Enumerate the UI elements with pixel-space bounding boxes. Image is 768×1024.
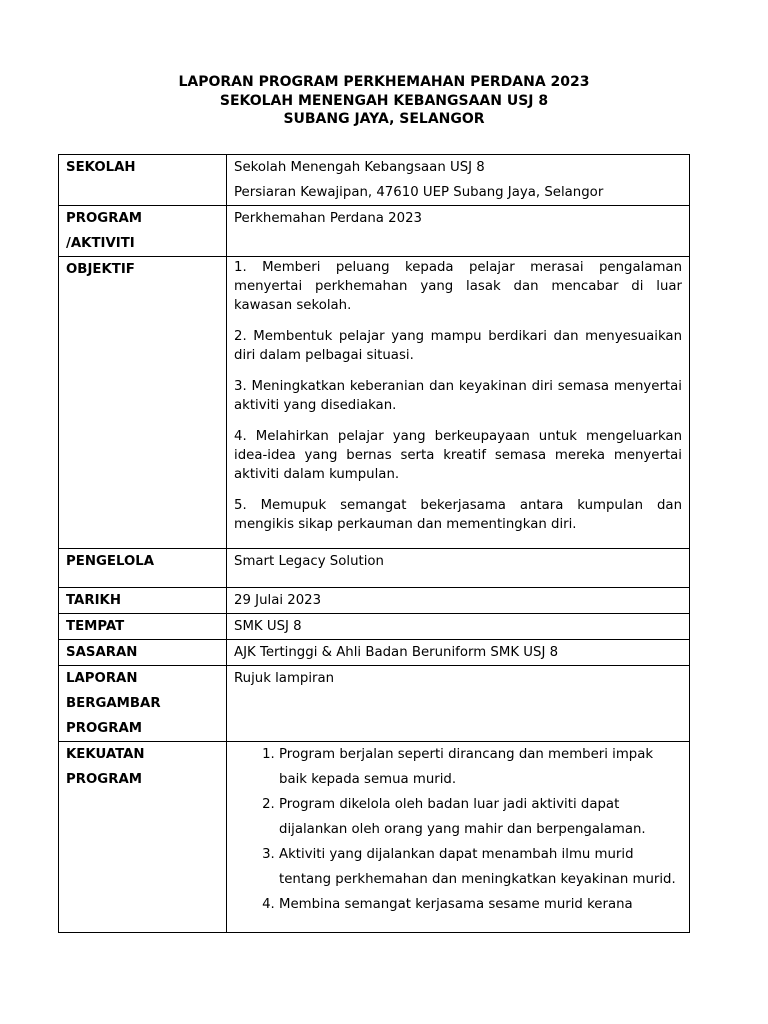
- label-pengelola: PENGELOLA: [59, 549, 227, 588]
- objective-item: 5. Memupuk semangat bekerjasama antara kumpulan dan mengikis sikap perkauman dan mementingkan diri.: [234, 498, 682, 532]
- value-sekolah: [227, 155, 690, 206]
- school-name: Sekolah Menengah Kebangsaan USJ 8: [234, 160, 485, 175]
- row-sekolah: [59, 155, 690, 206]
- school-address: Persiaran Kewajipan, 47610 UEP Subang Jaya, Selangor: [234, 185, 604, 200]
- label-laporan-line-2: BERGAMBAR: [66, 696, 161, 711]
- label-program-line-2: /AKTIVITI: [66, 236, 135, 251]
- row-kekuatan: [59, 742, 690, 933]
- strength-item: 1. Program berjalan seperti dirancang dan memberi impak baik kepada semua murid.: [279, 742, 682, 792]
- label-kekuatan-line-2: PROGRAM: [66, 772, 142, 787]
- row-sasaran: [59, 640, 690, 666]
- row-laporan: [59, 666, 690, 742]
- strength-item: 3. Aktiviti yang dijalankan dapat menambah ilmu murid tentang perkhemahan dan meningkatkan keyakinan murid.: [279, 842, 682, 892]
- title-line-2: SEKOLAH MENENGAH KEBANGSAAN USJ 8: [219, 92, 549, 109]
- row-objektif: [59, 257, 690, 549]
- value-tempat: SMK USJ 8: [227, 614, 690, 640]
- label-sasaran: SASARAN: [59, 640, 227, 666]
- objective-item: 2. Membentuk pelajar yang mampu berdikari dan menyesuaikan diri dalam pelbagai situasi.: [234, 329, 682, 363]
- row-program: [59, 206, 690, 257]
- strengths-list: [234, 742, 682, 917]
- row-tarikh: [59, 588, 690, 614]
- label-laporan-line-3: PROGRAM: [66, 721, 142, 736]
- label-tempat: TEMPAT: [59, 614, 227, 640]
- value-laporan: Rujuk lampiran: [227, 666, 690, 742]
- label-laporan-line-1: LAPORAN: [66, 671, 138, 686]
- label-kekuatan-line-1: KEKUATAN: [66, 747, 145, 762]
- objective-item: 4. Melahirkan pelajar yang berkeupayaan untuk mengeluarkan idea-idea yang bernas serta kreatif semasa mereka menyertai aktiviti dalam kumpulan.: [234, 429, 682, 482]
- label-sekolah: SEKOLAH: [59, 155, 227, 206]
- row-tempat: [59, 614, 690, 640]
- report-table: [58, 154, 690, 933]
- value-pengelola: Smart Legacy Solution: [227, 549, 690, 588]
- strengths-list-wrap: [234, 742, 682, 932]
- label-tarikh: TARIKH: [59, 588, 227, 614]
- objective-item: 1. Memberi peluang kepada pelajar merasai pengalaman menyertai perkhemahan yang lasak dan mencabar di luar kawasan sekolah.: [234, 260, 682, 313]
- report-title: [0, 73, 768, 129]
- label-program: [59, 206, 227, 257]
- title-line-3: SUBANG JAYA, SELANGOR: [283, 111, 485, 127]
- strength-item: 2. Program dikelola oleh badan luar jadi aktiviti dapat dijalankan oleh orang yang mahir dan berpengalaman.: [279, 792, 682, 842]
- value-tarikh: 29 Julai 2023: [227, 588, 690, 614]
- value-sasaran: AJK Tertinggi & Ahli Badan Beruniform SMK USJ 8: [227, 640, 690, 666]
- title-line-1: LAPORAN PROGRAM PERKHEMAHAN PERDANA 2023: [178, 74, 590, 90]
- label-program-line-1: PROGRAM: [66, 211, 142, 226]
- label-kekuatan: [59, 742, 227, 933]
- row-pengelola: [59, 549, 690, 588]
- strength-item: 4. Membina semangat kerjasama sesame murid kerana: [279, 892, 682, 917]
- value-kekuatan: [227, 742, 690, 933]
- label-laporan: [59, 666, 227, 742]
- label-objektif: OBJEKTIF: [59, 257, 227, 549]
- value-program: Perkhemahan Perdana 2023: [227, 206, 690, 257]
- value-objektif: [227, 257, 690, 549]
- objective-item: 3. Meningkatkan keberanian dan keyakinan diri semasa menyertai aktiviti yang disediakan.: [234, 379, 682, 413]
